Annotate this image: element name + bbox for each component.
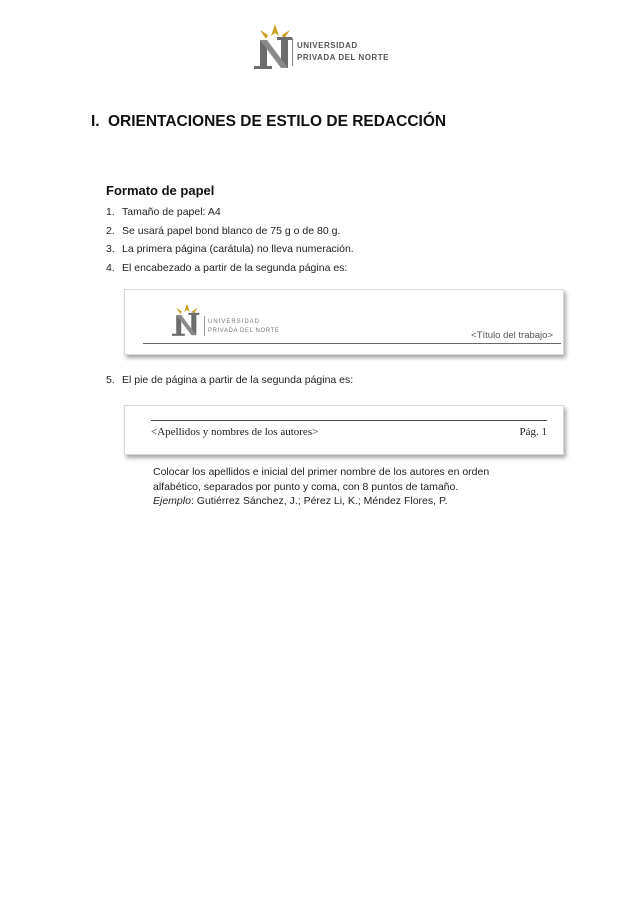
unp-emblem-icon [169,302,205,338]
example-text: : Gutiérrez Sánchez, J.; Pérez Li, K.; Méndez Flores, P. [190,495,448,507]
header-logo-line-1: UNIVERSIDAD [208,319,261,325]
footer-page-number: Pág. 1 [519,426,547,438]
university-logo [250,22,410,72]
note-line-2: alfabético, separados por punto y coma, con 8 puntos de tamaño. [153,481,459,493]
header-title-placeholder: <Título del trabajo> [471,330,553,341]
logo-divider [292,38,293,66]
header-logo-line-2: PRIVADA DEL NORTE [208,328,280,334]
list-item: 4. El encabezado a partir de la segunda página es: [106,262,348,274]
list-item: 1. Tamaño de papel: A4 [106,206,221,218]
section-title: ORIENTACIONES DE ESTILO DE REDACCIÓN [107,113,447,130]
header-sample-image [124,289,564,355]
logo-line-2: PRIVADA DEL NORTE [297,53,389,62]
list-item: 2. Se usará papel bond blanco de 75 g o de 80 g. [106,225,341,237]
footer-sample-image [124,405,564,455]
section-heading [91,113,446,131]
list-item: 5. El pie de página a partir de la segunda página es: [106,374,354,386]
note-example [153,495,448,507]
logo-line-1: UNIVERSIDAD [297,41,358,50]
note-line-1: Colocar los apellidos e inicial del primer nombre de los autores en orden [153,466,490,478]
example-label: Ejemplo [153,495,191,507]
footer-rule [151,420,547,421]
logo-divider [204,316,205,336]
list-item: 3. La primera página (carátula) no lleva numeración. [106,243,354,255]
header-rule [143,343,561,344]
footer-authors-placeholder: <Apellidos y nombres de los autores> [151,426,319,438]
section-number: I. [91,113,100,130]
subsection-title: Formato de papel [106,183,215,198]
